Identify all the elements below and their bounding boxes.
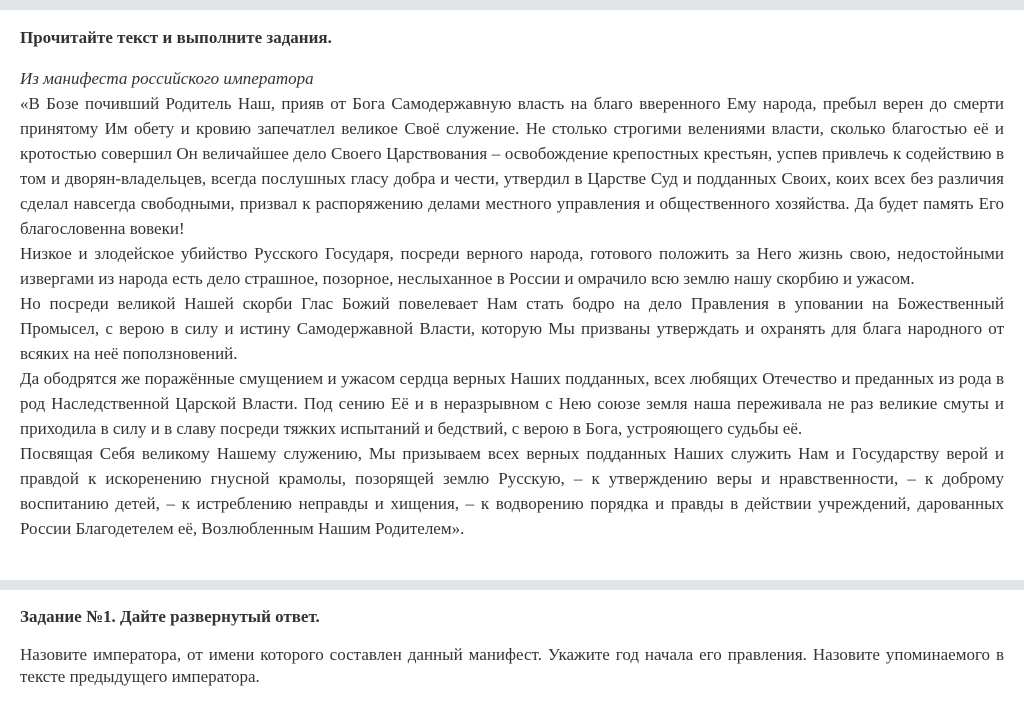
manifest-paragraph: «В Бозе почивший Родитель Наш, прияв от Бога Самодержавную власть на благо вверенного Ему народа, пребыл верен до смерти принятому Им обету и кровию запечатлел великое Своё служение. Не столько строгими велениями власти, сколько благостью её и кротостью совершил Он величайшее дело Своего Царствования – освобождение крепостных крестьян, успев привлечь к содействию в том и дворян-владельцев, всегда послушных гласу добра и чести, утвердил в Царстве Суд и подданных Своих, коих всех без различия сделал навсегда свободными, призвал к распоряжению делами местного управления и общественного хозяйства. Да будет память Его благословенна вовеки!	[20, 94, 1004, 238]
intro-heading: Прочитайте текст и выполните задания.	[20, 28, 332, 47]
manifest-paragraph: Посвящая Себя великому Нашему служению, Мы призываем всех верных подданных Наших служить Нам и Государству верой и правдой к искоренению гнусной крамолы, позорящей землю Русскую, – к утверждению веры и нравственности, – к доброму воспитанию детей, – к истреблению неправды и хищения, – к водворению порядка и правды в действии учреждений, дарованных России Благодетелем её, Возлюбленным Нашим Родителем».	[20, 444, 1004, 538]
source-caption: Из манифеста российского императора	[20, 69, 314, 88]
top-divider	[0, 0, 1024, 10]
manifest-paragraph: Но посреди великой Нашей скорби Глас Божий повелевает Нам стать бодро на дело Правления в уповании на Божественный Промысел, с верою в силу и истину Самодержавной Власти, которую Мы призваны утверждать и охранять для блага народного от всяких на неё поползновений.	[20, 294, 1004, 363]
manifest-paragraph: Да ободрятся же поражённые смущением и ужасом сердца верных Наших подданных, всех любящих Отечество и преданных из рода в род Наследственной Царской Власти. Под сению Её и в неразрывном с Нею союзе земля наша переживала не раз великие смуты и приходила в силу и в славу посреди тяжких испытаний и бедствий, с верою в Бога, устрояющего судьбы её.	[20, 369, 1004, 438]
manifest-paragraph: Низкое и злодейское убийство Русского Государя, посреди верного народа, готового положить за Него жизнь свою, недостойными извергами из народа есть дело страшное, позорное, неслыханное в России и омрачило всю землю нашу скорбию и ужасом.	[20, 244, 1004, 288]
reading-section	[0, 10, 1024, 580]
task-heading: Задание №1. Дайте развернутый ответ.	[20, 607, 320, 626]
task-text: Назовите императора, от имени которого составлен данный манифест. Укажите год начала его правления. Назовите упоминаемого в тексте предыдущего императора.	[20, 645, 1004, 686]
section-divider	[0, 580, 1024, 590]
task-section	[0, 590, 1024, 688]
